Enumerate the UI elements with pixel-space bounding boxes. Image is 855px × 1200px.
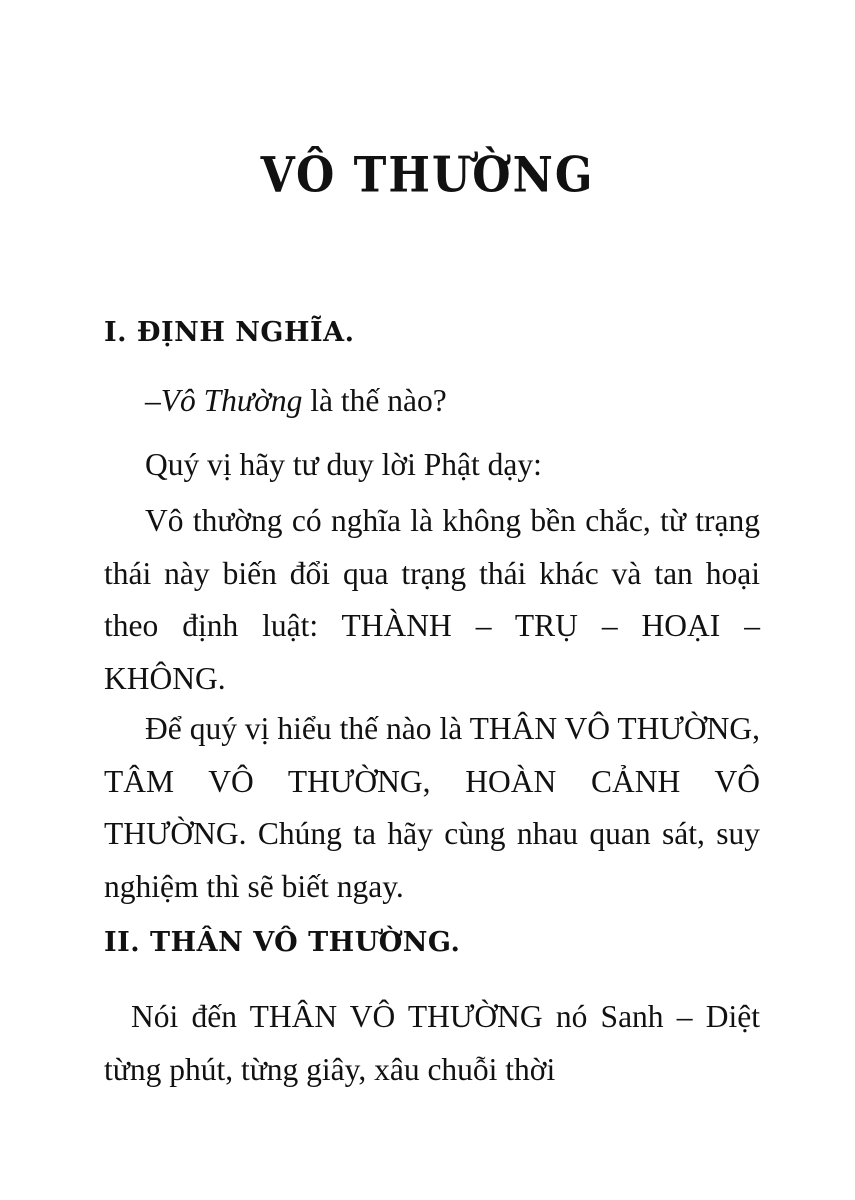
chapter-title: VÔ THƯỜNG: [260, 147, 595, 204]
question-dash: –: [145, 383, 161, 418]
definition-paragraph: Vô thường có nghĩa là không bền chắc, từ trạng thái này biến đổi qua trạng thái khác và tan hoại theo định luật: THÀNH – TRỤ – HOẠI – KHÔNG.: [104, 503, 760, 696]
section-heading-body-impermanence: II. THÂN VÔ THƯỜNG.: [104, 927, 461, 958]
question-rest: là thế nào?: [302, 383, 447, 418]
section-heading-definition: I. ĐỊNH NGHĨA.: [104, 317, 355, 348]
intro-paragraph: Quý vị hãy tư duy lời Phật dạy:: [145, 447, 542, 482]
understanding-paragraph: Để quý vị hiểu thế nào là THÂN VÔ THƯỜNG, TÂM VÔ THƯỜNG, HOÀN CẢNH VÔ THƯỜNG. Chúng ta hãy cùng nhau quan sát, suy nghiệm thì sẽ biết ngay.: [104, 711, 760, 904]
body-impermanence-paragraph: Nói đến THÂN VÔ THƯỜNG nó Sanh – Diệt từng phút, từng giây, xâu chuỗi thời: [104, 999, 760, 1087]
question-term: Vô Thường: [160, 383, 303, 418]
question-paragraph: [145, 375, 765, 427]
